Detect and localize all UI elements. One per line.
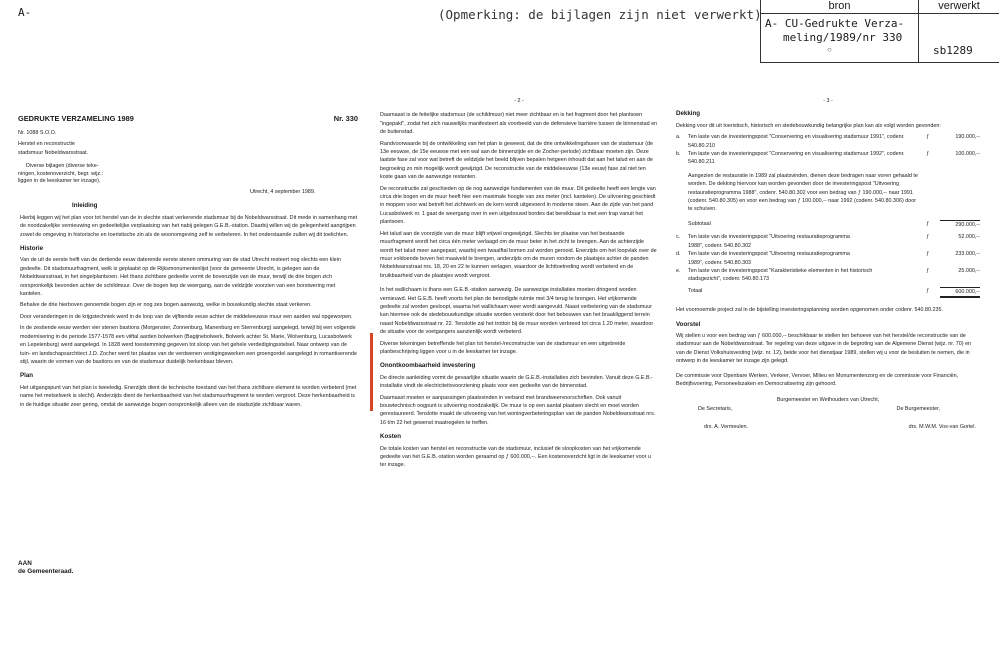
paragraph-2-5: In het wallichaam is thans een G.E.B.-station aanwezig. De aanwezige installaties moeten dringend worden vernieuwd. Het G.E.B. heeft voorts het plan de benodigde ruimte met 3/4 terug te brengen. Het vrijkomende gedeelte zal worden gesloopt, waarna het wallichaam weer wordt aangevuld. Naast verbetering van de stadsmuur kan hiermee ook de stedebouwkundige situatie worden versterkt door het bebouwen van het braakliggend terrein naast Nobeldwarsstraat nr. 22. Tenslotte zal het trottoir bij de muur worden verbreed tot circa 1.20 meter, waardoor de situatie voor de voetgangers aanzienlijk wordt verbeterd. <box>380 287 654 336</box>
paragraph-voornoemd: Het voornoemde project zal in de bijstelling investeringsplanning worden opgenomen onder codenr. 540.80.235. <box>676 307 944 314</box>
paragraph-plan: Het uitgangspunt van het plan is tweeledig. Enerzijds dient de technische toestand van het thans zichtbare element te worden verbeterd (met name het metselwerk is slecht). Anderzijds dient de herkenbaarheid van het stadsmuurfragment te worden vergroot. Deze herkenbaarheid is in de huidige situatie zeer gering, omdat de aanwezige bogen oorspronkelijk alleen van de stadszijde zichtbaar waren. <box>20 384 357 408</box>
cost-item-a-text: Ten laste van de investeringspost "Conservering en visualisering stadsmuur 1991", codenr. 540.80.210 <box>688 134 905 149</box>
paragraph-voorstel: Wij stellen u voor een bedrag van ƒ 600.000,-- beschikbaar te stellen ten behoeve van het herstel/de reconstructie van de stadsmuur aan de Nobeldwarsstraat. Ter regeling van deze uitgave in de begroting van de Algemene Dienst (wijz. nr. 70) en van de Dienst Volkshuisvesting (wijz. nr. 12), beide voor het dienstjaar 1989, stellen wij u voor de besluiten te nemen, die in ontwerp in de leeskamer ter inzage zijn gelegd. <box>676 332 972 365</box>
paragraph-2-3: De reconstructie zal geschieden op de nog aanwezige fundamenten van de muur. Dit gedeelte heeft een lengte van circa drie bogen en de muur heeft hier een maximale hoogte van zes meter (incl. kantelen). De uitvoering geschiedt in moppen voor wat betreft het zichtwerk en de kern wordt uitgevoerd in moderne steen. Aan de zijde van het pand Lucasbolwerk nr. 1 gaat de weergang over in een uitgebouwd bordes dat bereikbaar is met een trap vanuit het plantsoen. <box>380 185 656 226</box>
heading-dekking: Dekking <box>676 110 701 118</box>
cost-item-a <box>676 133 980 150</box>
cost-item-a-amount: 190.000,-- <box>955 134 980 141</box>
subject-line-1: Herstel en reconstructie <box>18 141 75 148</box>
florin-sign: ƒ <box>926 287 929 294</box>
signature-left-name: drs. A. Vermeulen. <box>704 424 749 431</box>
subtotal-label: Subtotaal <box>688 220 711 227</box>
cost-item-d <box>676 250 980 267</box>
cost-item-c-amount: 52.000,-- <box>958 234 980 241</box>
paragraph-historie-3: Door veranderingen in de krijgstechniek werd in de loop van de vijftiende eeuw achter de middeleeuwse muur een aarden wal opgeworpen. <box>20 313 353 320</box>
document-date: Utrecht, 4 september 1989. <box>250 189 316 195</box>
cost-item-c-text: Ten laste van de investeringspost "Uitvoering restauratieprogramma 1988", codenr. 540.80.302 <box>688 234 850 249</box>
total-row <box>676 287 980 298</box>
paragraph-2-8: Daarnaast moeten er aanpassingen plaatsvinden in verband met brandweervoorschriften. Ook vanuit bouwtechnisch oogpunt is uitvoering noodzakelijk. De muur is op een aantal plaatsen slecht en moet worden gerestaureerd. Tenslotte maakt de uitvoering van het woningverbeteringsplan van de panden Nobeldwarsstraat nrs. 16 t/m 22 het gewenst maatregelen te treffen. <box>380 394 656 426</box>
total-amount: 600.000,-- <box>940 287 980 298</box>
cost-item-c-label: c. <box>676 234 681 241</box>
page-3-number: - 3 - <box>823 98 833 104</box>
cost-item-e-amount: 25.000,-- <box>958 267 980 274</box>
signature-right-role: De Burgemeester, <box>896 405 940 412</box>
cost-item-d-text: Ten laste van de investeringspost "Uitvoering restauratieprogramma 1989", codenr. 540.80.303 <box>688 251 850 266</box>
florin-sign: ƒ <box>926 267 929 274</box>
stamp-code: sb1289 <box>933 44 973 57</box>
florin-sign: ƒ <box>926 251 929 258</box>
page-2 <box>380 97 658 473</box>
heading-voorstel: Voorstel <box>676 320 701 328</box>
cost-item-e <box>676 267 980 284</box>
subtotal-row <box>676 220 980 229</box>
paragraph-historie-1: Van de uit de eerste helft van de dertiende eeuw daterende eerste stenen ommuring van de stad Utrecht resteert nog slechts een klein gedeelte. Dit stadsmuurfragment, welk is geplaatst op de Rijksmonumentenlijst (voor de gemeente Utrecht, is gelegen aan de Nobeldwarsstraat, in het singelplantsoen. Het thans zichtbare gedeelte vormt de bovenzijde van de muur, terwijl de drie bogen zich oorspronkelijk bevonden achter de schildmuur. Over de bogen liep de weergang, aan de veldzijde voorzien van een borstwering met kantelen. <box>20 257 341 298</box>
page-2-number: - 2 - <box>514 98 524 104</box>
stamp-verwerkt-label: verwerkt <box>919 0 999 14</box>
paragraph-2-4: Het talud aan de voorzijde van de muur blijft vrijwel ongewijzigd. Slechts ter plaatse van het bestaande muurfragment wordt het circa één meter verlaagd om de muur beter in het zicht te brengen. Aan de achterzijde wordt het talud meer aangepast, waarbij een twaalftal bomen zal worden gerooid. Enerzijds om het loopvlak over de muur voldoende boven het maaiveld te brengen, anderzijds om de muren rondom de plaatsjes achter de panden Nobeldwarsstraat nrs. 18, 20 en 22 te kunnen verlagen, waardoor de lichttoetreding wordt verbeterd en de bruikbaarheid van de plaatsjes wordt vergroot. <box>380 230 657 279</box>
heading-inleiding: Inleiding <box>72 202 98 210</box>
page-1 <box>18 114 358 412</box>
paragraph-historie-2: Behalve de drie hierboven genoemde bogen zijn er nog zes bogen aanwezig, welke in bouwkundig slechte staat verkeren. <box>20 302 312 309</box>
header-note: (Opmerking: de bijlagen zijn niet verwerkt) <box>438 7 762 22</box>
heading-historie: Historie <box>20 245 44 253</box>
addressee <box>18 560 73 576</box>
cost-item-d-label: d. <box>676 251 681 258</box>
paragraph-inleiding: Hierbij leggen wij het plan voor tot herstel van de in slechte staat verkerende stadsmuur bij de Nobeldwarsstraat. Dit mede in samenhang met de noodzakelijke vernieuwing en gedeeltelijke verplaatsing van het nabij gelegen G.E.B.-station. Daarbij willen wij de gelegenheid aangrijpen zowel de omgeving in historische en toeristische zin als de woonomgeving zelf te verbeteren. In het onderstaande zullen wij dit toelichten. <box>20 214 358 238</box>
signature-heading: Burgemeester en Wethouders van Utrecht, <box>776 397 880 404</box>
addressee-line-2: de Gemeenteraad. <box>18 568 74 575</box>
heading-onontkoombaarheid: Onontkoombaarheid investering <box>380 362 476 370</box>
florin-sign: ƒ <box>926 234 929 241</box>
attachments-line-3: liggen in de leeskamer ter inzage). <box>18 178 101 185</box>
document-title: GEDRUKTE VERZAMELING 1989 <box>18 114 134 123</box>
heading-kosten: Kosten <box>380 433 401 441</box>
stamp-bron-label: bron <box>761 0 918 14</box>
reference: Nr. 1088 S.O.O. <box>18 130 57 136</box>
stamp-source-1: A- CU-Gedrukte Verza- <box>765 17 905 30</box>
heading-plan: Plan <box>20 372 34 380</box>
cost-item-e-label: e. <box>676 267 681 274</box>
cost-item-b-amount: 100.000,-- <box>955 151 980 158</box>
signature-names <box>676 423 980 431</box>
cost-item-d-amount: 233.000,-- <box>955 251 980 258</box>
cost-item-c <box>676 233 980 250</box>
total-label: Totaal <box>688 287 703 294</box>
subtotal-amount: 290.000,-- <box>940 220 980 229</box>
signature-left-role: De Secretaris, <box>698 405 733 412</box>
paragraph-commissie: De commissie voor Openbare Werken, Verkeer, Vervoer, Milieu en Monumentenzorg en de commissie voor Financiën, Bedrijfsvoering, Personeelszaken en Democratisering zijn gehoord. <box>676 372 959 387</box>
florin-sign: ƒ <box>926 134 929 141</box>
cost-item-b <box>676 150 980 167</box>
addressee-line-1: AAN <box>18 560 32 567</box>
cost-item-b-text: Ten laste van de investeringspost "Conservering en visualisering stadsmuur 1992", codenr. 540.80.211 <box>688 151 905 166</box>
paragraph-dekking: Dekking voor dit uit toeristisch, historisch en stedebouwkundig belangrijke plan kan als volgt worden gevonden: <box>676 122 941 129</box>
attachments-line-1: Diverse bijlagen (diverse teke- <box>26 163 99 170</box>
document-number: Nr. 330 <box>333 114 358 123</box>
florin-sign: ƒ <box>926 151 929 158</box>
paragraph-historie-4: In de zestiende eeuw werden vier stenen bastions (Morgenster, Zonnenburg, Manenburg en Sterrenburg) aangelegd, terwijl bij een volgende modernisering in de periode 1577-1578 een viiftal aarden bolwerken (Bagijnebolwerk, Bolwerk achter St. Marie, Wolvenburg, Lucasbolwerk en Lepelenburg) werd aangelegd. In 1828 werd toestemming gegeven tot sloop van het gehele verdedigingsstelsel. Naar ontwerp van de tuin- en landschapsarchitect J.D. Zocher werd ter plaatse van de verdwenen vestigingswerken een groengordel aangelegd in romantiserende stijl, waarin de vormen van de bastions en van de stadsmuur duidelijk herkenbaar bleven. <box>20 325 357 365</box>
margin-marker <box>370 333 373 411</box>
cost-item-e-text: Ten laste van de investeringspost "Karakteristieke elementen in het historisch stadsgezicht", codenr. 540.80.173 <box>688 267 873 283</box>
archive-stamp <box>760 0 999 63</box>
paragraph-2-1: Daarnaast is de feitelijke stadsmuur (de schildmuur) niet meer zichtbaar en is het fragment door het plantsoen "ingepakt", zodat het zich nauwelijks manifesteert als voorbeeld van de defensieve barrière tussen de binnenstad en de buitenstad. <box>380 112 658 136</box>
subject-line-2: stadsmuur Nobeldwarsstraat. <box>18 149 89 156</box>
cost-item-a-label: a. <box>676 134 681 141</box>
paragraph-2-6: Diverse tekeningen betreffende het plan tot herstel-/reconstructie van de stadsmuur en een uitgebreide planbeschrijving liggen voor u in de leeskamer ter inzage. <box>380 340 626 355</box>
paragraph-2-2: Randvoorwaarde bij de ontwikkeling van het plan is geweest, dat de drie ontwikkelingsfasen van de stadsmuur (de 13e eeuwse, de 15e eeuwse met een wal aan de binnenzijde en de Zocher-periode) zichtbaar moeten zijn. Deze laatste fase zal voor wat betreft de veldzijde het beeld blijven bepalen hetgeen inhoudt dat aan het talud en aan de begroeiing zo min mogelijk wordt gewijzigd. De reconstructie van de middeleeuwse (13e eeuw) fase zal niet ten koste gaan van de aanwezige restanten. <box>380 140 654 181</box>
stamp-source-2: meling/1989/nr 330 <box>783 31 903 44</box>
attachments-line-2: ningen, kostenoverzicht, begr. wijz.: <box>18 170 104 177</box>
florin-sign: ƒ <box>926 220 929 227</box>
signature-right-name: drs. M.W.M. Vos-van Gortel. <box>908 424 976 431</box>
paragraph-2-9: De totale kosten van herstel en reconstructie van de stadsmuur, inclusief de sloopkosten van het vrijkomende gedeelte van het G.E.B.-station worden geraamd op ƒ 600.000,--. Een kostenoverzicht ligt in de leeskamer voor u ter inzage. <box>380 445 651 469</box>
paragraph-aangezien: Aangezien de restauratie in 1989 zal plaatsvinden, dienen deze bedragen naar voren gehaald te worden. De dekking hiervoor kan worden gevonden door de investeringspost "Uitvoering restauratieprogramma 1988", codenr. 540.80.302 voor een bedrag van ƒ 190.000,-- naar 1991 (codenr. 540.80.305) en voor een bedrag van ƒ 100.000,-- naar 1992 (codenr. 540.80.306) door te schuiven. <box>688 172 918 213</box>
paragraph-2-7: De directe aanleiding vormt de gevaarlijke situatie waarin de G.E.B.-installaties zich bevinden. Vanuit deze G.E.B.-installatie vindt de electriciteitsvoorziening plaats voor een gedeelte van de binnenstad. <box>380 374 653 390</box>
signature-roles <box>676 405 980 413</box>
page-3 <box>676 97 980 432</box>
header-left-mark: A- <box>18 6 32 19</box>
cost-item-b-label: b. <box>676 151 681 158</box>
stamp-mark: ○ <box>827 45 832 54</box>
